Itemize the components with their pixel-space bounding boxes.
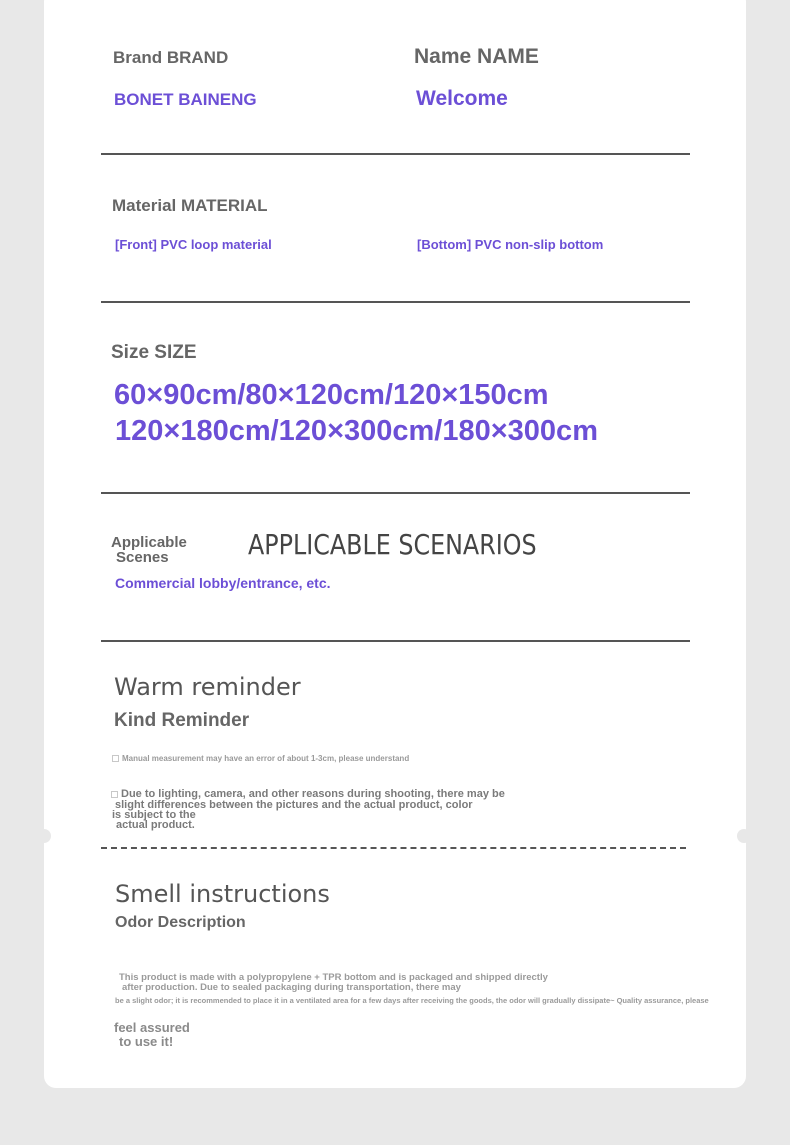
name-value: Welcome — [416, 87, 508, 110]
brand-value: BONET BAINENG — [114, 90, 257, 109]
smell-text-line-3: be a slight odor; it is recommended to place it in a ventilated area for a few days after receiving the goods, the odor will gradually dissipate~ Quality assurance, please — [115, 996, 709, 1005]
smell-text-line-2: after production. Due to sealed packaging during transportation, there may — [122, 982, 461, 993]
reminder-subheading: Kind Reminder — [114, 710, 250, 731]
dashed-divider — [101, 847, 686, 849]
size-line-1: 60×90cm/80×120cm/120×150cm — [114, 379, 549, 411]
smell-closing-line-2: to use it! — [119, 1034, 174, 1049]
reminder-note-2-line-4: actual product. — [116, 819, 195, 831]
reminder-note-2-line-2: slight differences between the pictures and the actual product, color — [115, 799, 473, 811]
brand-label: Brand BRAND — [113, 48, 229, 67]
divider — [101, 640, 690, 642]
bullet-icon — [111, 791, 118, 798]
reminder-note-2-line-3: is subject to the — [112, 809, 196, 821]
material-bottom: [Bottom] PVC non-slip bottom — [417, 237, 604, 252]
reminder-note-1: Manual measurement may have an error of about 1-3cm, please understand — [112, 754, 409, 763]
bullet-icon — [112, 755, 119, 762]
divider — [101, 301, 690, 303]
notch-right — [737, 829, 751, 843]
divider — [101, 153, 690, 155]
reminder-note-2-line-1: Due to lighting, camera, and other reasons during shooting, there may be — [111, 788, 505, 800]
material-label: Material MATERIAL — [112, 196, 268, 215]
name-label: Name NAME — [414, 45, 539, 68]
reminder-heading: Warm reminder — [114, 673, 301, 701]
size-label: Size SIZE — [111, 342, 197, 363]
notch-left — [37, 829, 51, 843]
scenes-value: Commercial lobby/entrance, etc. — [115, 575, 331, 591]
scenes-label-line-2: Scenes — [116, 549, 169, 566]
smell-heading: Smell instructions — [115, 880, 330, 908]
material-front: [Front] PVC loop material — [115, 237, 272, 252]
smell-text-line-1: This product is made with a polypropylene + TPR bottom and is packaged and shipped directly — [119, 972, 548, 983]
size-line-2: 120×180cm/120×300cm/180×300cm — [115, 415, 598, 447]
scenes-label-line-1: Applicable — [111, 534, 187, 551]
divider — [101, 492, 690, 494]
scenes-heading: APPLICABLE SCENARIOS — [248, 528, 537, 561]
smell-closing-line-1: feel assured — [114, 1020, 190, 1035]
smell-subheading: Odor Description — [115, 914, 246, 931]
